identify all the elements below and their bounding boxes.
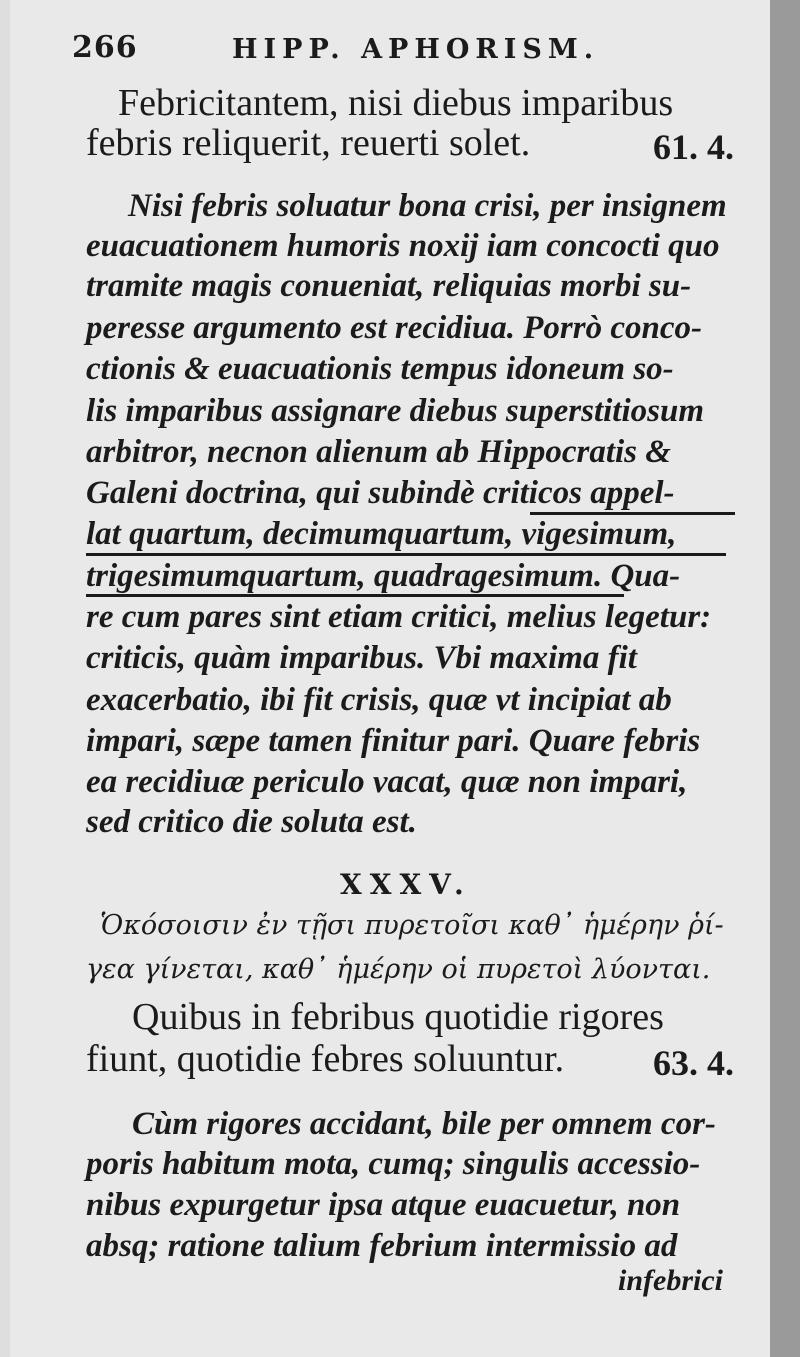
commentary-line: exacerbatio, ibi fit crisis, quæ vt incipiat ab [86,682,672,718]
greek-line: Ὁκόσοισιν ἐν τῇσι πυρετοῖσι καθ᾽ ἡμέρην ῥί- [100,910,724,941]
commentary-line: ctionis & euacuationis tempus idoneum so- [86,351,674,387]
commentary-line: lat quartum, decimumquartum, vigesimum, [86,516,677,552]
commentary-line: euacuationem humoris noxij iam concocti quo [86,228,720,264]
aphorism-reference: 63. 4. [653,1043,734,1083]
page-header [72,28,732,68]
aphorism-line: Quibus in febribus quotidie rigores [132,996,664,1038]
catchword: infebrici [618,1264,723,1297]
commentary-line: re cum pares sint etiam critici, melius legetur: [86,599,712,635]
aphorism-line: febris reliquerit, reuerti solet. [86,122,531,164]
ink-underline [86,594,624,597]
commentary-line: nibus expurgetur ipsa atque euacuetur, non [86,1187,681,1223]
page-left-edge [0,0,10,1357]
commentary-line: criticis, quàm imparibus. Vbi maxima fit [86,640,637,676]
commentary-line: Nisi febris soluatur bona crisi, per insignem [128,188,727,224]
commentary-line: trigesimumquartum, quadragesimum. Qua- [86,558,681,594]
ink-underline [530,512,735,515]
greek-line: γεα γίνεται, καθ᾽ ἡμέρην οἱ πυρετοὶ λύονται. [86,954,711,985]
commentary-line: Cùm rigores accidant, bile per omnem cor- [132,1106,716,1142]
commentary-line: arbitror, necnon alienum ab Hippocratis & [86,434,671,470]
aphorism-line: fiunt, quotidie febres soluuntur. [86,1038,565,1080]
aphorism-line: Febricitantem, nisi diebus imparibus [118,82,674,124]
commentary-line: impari, sæpe tamen finitur pari. Quare febris [86,723,701,759]
ink-underline [86,553,726,556]
commentary-line: absq; ratione talium febrium intermissio ad [86,1228,678,1264]
section-number: XXXV. [340,868,472,901]
aphorism-reference: 61. 4. [653,127,734,167]
page-number: 266 [72,30,138,65]
commentary-line: Galeni doctrina, qui subindè criticos appel- [86,475,675,511]
page-right-edge-shadow [770,0,800,1357]
commentary-line: lis imparibus assignare diebus superstitiosum [86,393,704,429]
commentary-line: poris habitum mota, cumq; singulis accessio- [86,1146,701,1182]
commentary-line: sed critico die soluta est. [86,804,417,840]
commentary-line: ea recidiuæ periculo vacat, quæ non impari, [86,764,688,800]
commentary-line: peresse argumento est recidiua. Porrò conco- [86,310,702,346]
running-head: HIPP. APHORISM. [232,34,600,65]
commentary-line: tramite magis conueniat, reliquias morbi su- [86,268,692,304]
